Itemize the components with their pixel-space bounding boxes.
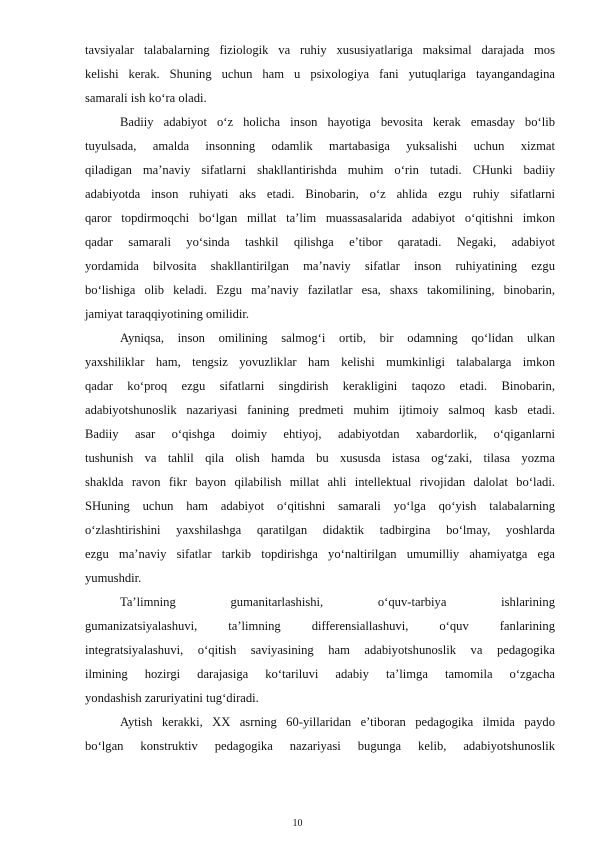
text-line: tushunish va tahlil qila olish hamda bu xususda istasa og‘zaki, tilasa yozma — [85, 451, 555, 465]
paragraph-first-line: Ayniqsa, inson omilining salmog‘i ortib, bir odamning qo‘lidan ulkan — [120, 331, 555, 345]
text-line: tavsiyalar talabalarning fiziologik va ruhiy xususiyatlariga maksimal darajada mos — [85, 43, 555, 57]
text-line: qadar ko‘proq ezgu sifatlarni singdirish kerakligini taqozo etadi. Binobarin, — [85, 379, 555, 393]
text-line: integratsiyalashuvi, o‘qitish saviyasining ham adabiyotshunoslik va pedagogika — [85, 643, 555, 657]
text-line: yumushdir. — [85, 571, 142, 585]
text-line: qadar samarali yo‘sinda tashkil qilishga e’tibor qaratadi. Negaki, adabiyot — [85, 235, 555, 249]
text-line: tuyulsada, amalda insonning odamlik martabasiga yuksalishi uchun xizmat — [85, 139, 555, 153]
text-line: jamiyat taraqqiyotining omilidir. — [85, 307, 250, 321]
text-line: yordamida bilvosita shakllantirilgan ma’naviy sifatlar inson ruhiyatining ezgu — [85, 259, 555, 273]
text-line: gumanizatsiyalashuvi, ta’limning differensiallashuvi, o‘quv fanlarining — [85, 619, 555, 633]
paragraph-first-line: Badiiy adabiyot o‘z holicha inson hayotiga bevosita kerak emasday bo‘lib — [120, 115, 555, 129]
text-line: samarali ish ko‘ra oladi. — [85, 91, 207, 105]
text-line: yondashish zaruriyatini tug‘diradi. — [85, 691, 259, 705]
text-line: adabiyotda inson ruhiyati aks etadi. Binobarin, o‘z ahlida ezgu ruhiy sifatlarni — [85, 187, 555, 201]
text-line: Badiiy asar o‘qishga doimiy ehtiyoj, adabiyotdan xabardorlik, o‘qiganlarni — [85, 427, 555, 441]
text-line: shaklda ravon fikr bayon qilabilish millat ahli intellektual rivojidan dalolat bo‘ladi. — [85, 475, 555, 489]
text-line: bo‘lgan konstruktiv pedagogika nazariyasi bugunga kelib, adabiyotshunoslik — [85, 739, 555, 753]
text-line: ezgu ma’naviy sifatlar tarkib topdirishga yo‘naltirilgan umumilliy ahamiyatga ega — [85, 547, 555, 561]
text-line: adabiyotshunoslik nazariyasi fanining predmeti muhim ijtimoiy salmoq kasb etadi. — [85, 403, 555, 417]
text-line: ilmining hozirgi darajasiga ko‘tariluvi adabiy ta’limga tamomila o‘zgacha — [85, 667, 555, 681]
text-line: qaror topdirmoqchi bo‘lgan millat ta’lim muassasalarida adabiyot o‘qitishni imkon — [85, 211, 555, 225]
page-number: 10 — [292, 818, 303, 829]
text-line: bo‘lishiga olib keladi. Ezgu ma’naviy fazilatlar esa, shaxs takomilining, binobarin, — [85, 283, 555, 297]
text-line: o‘zlashtirishini yaxshilashga qaratilgan didaktik tadbirgina bo‘lmay, yoshlarda — [85, 523, 555, 537]
text-line: yaxshiliklar ham, tengsiz yovuzliklar ham kelishi mumkinligi talabalarga imkon — [85, 355, 555, 369]
paragraph-first-line: Aytish kerakki, XX asrning 60-yillaridan e’tiboran pedagogika ilmida paydo — [120, 715, 555, 729]
text-line: qiladigan ma’naviy sifatlarni shakllantirishda muhim o‘rin tutadi. CHunki badiiy — [85, 163, 555, 177]
text-line: SHuning uchun ham adabiyot o‘qitishni samarali yo‘lga qo‘yish talabalarning — [85, 499, 555, 513]
paragraph-first-line: Ta’limning gumanitarlashishi, o‘quv-tarbiya ishlarining — [120, 595, 555, 609]
text-line: kelishi kerak. Shuning uchun ham u psixologiya fani yutuqlariga tayangandagina — [85, 67, 555, 81]
